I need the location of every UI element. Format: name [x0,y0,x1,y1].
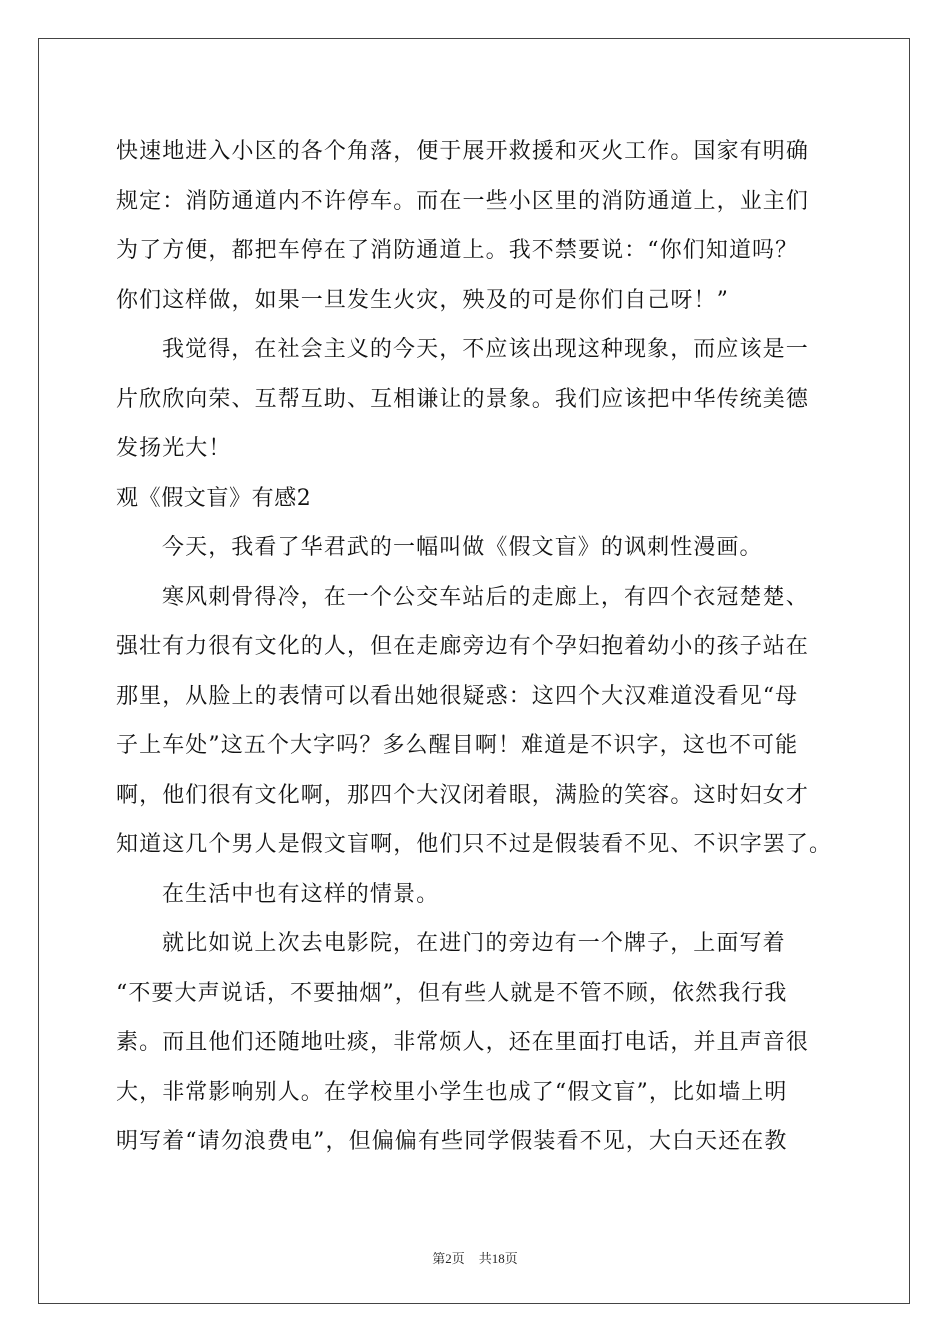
page-footer [0,1248,950,1267]
text-line: 规定：消防通道内不许停车。而在一些小区里的消防通道上，业主们 [116,188,810,214]
text-line: 知道这几个男人是假文盲啊，他们只不过是假装看不见、不识字罢了。 [116,832,833,857]
section-heading: 观《假文盲》有感2 [116,485,312,511]
text-line: 大，非常影响别人。在学校里小学生也成了“假文盲”，比如墙上明 [116,1079,788,1105]
text-line: 素。而且他们还随地吐痰，非常烦人，还在里面打电话，并且声音很 [116,1030,810,1055]
text-line: 明写着“请勿浪费电”，但偏偏有些同学假装看不见，大白天还在教 [116,1129,788,1154]
text-line: 快速地进入小区的各个角落，便于展开救援和灭火工作。国家有明确 [116,139,810,164]
text-line: “不要大声说话，不要抽烟”，但有些人就是不管不顾，依然我行我 [116,980,788,1006]
text-line: 那里，从脸上的表情可以看出她很疑惑：这四个大汉难道没看见“母 [116,683,799,709]
text-line: 今天，我看了华君武的一幅叫做《假文盲》的讽刺性漫画。 [162,535,763,560]
text-line: 强壮有力很有文化的人，但在走廊旁边有个孕妇抱着幼小的孩子站在 [116,634,810,659]
total-pages-label: 共18页 [478,1251,518,1266]
text-line: 片欣欣向荣、互帮互助、互相谦让的景象。我们应该把中华传统美德 [116,386,810,412]
text-line: 啊，他们很有文化啊，那四个大汉闭着眼，满脸的笑容。这时妇女才 [116,782,810,808]
document-body [116,127,846,1167]
text-line: 我觉得，在社会主义的今天，不应该出现这种现象，而应该是一 [162,337,809,362]
text-line: 就比如说上次去电影院，在进门的旁边有一个牌子，上面写着 [162,931,786,956]
text-line: 为了方便，都把车停在了消防通道上。我不禁要说：“你们知道吗？ [116,238,799,263]
text-line: 发扬光大！ [116,436,232,461]
text-line: 在生活中也有这样的情景。 [162,881,440,907]
text-line: 你们这样做，如果一旦发生火灾，殃及的可是你们自己呀！” [116,287,729,313]
text-line: 子上车处”这五个大字吗？多么醒目啊！难道是不识字，这也不可能 [116,733,799,758]
text-line: 寒风刺骨得冷，在一个公交车站后的走廊上，有四个衣冠楚楚、 [162,584,809,610]
current-page-label: 第2页 [432,1251,465,1266]
